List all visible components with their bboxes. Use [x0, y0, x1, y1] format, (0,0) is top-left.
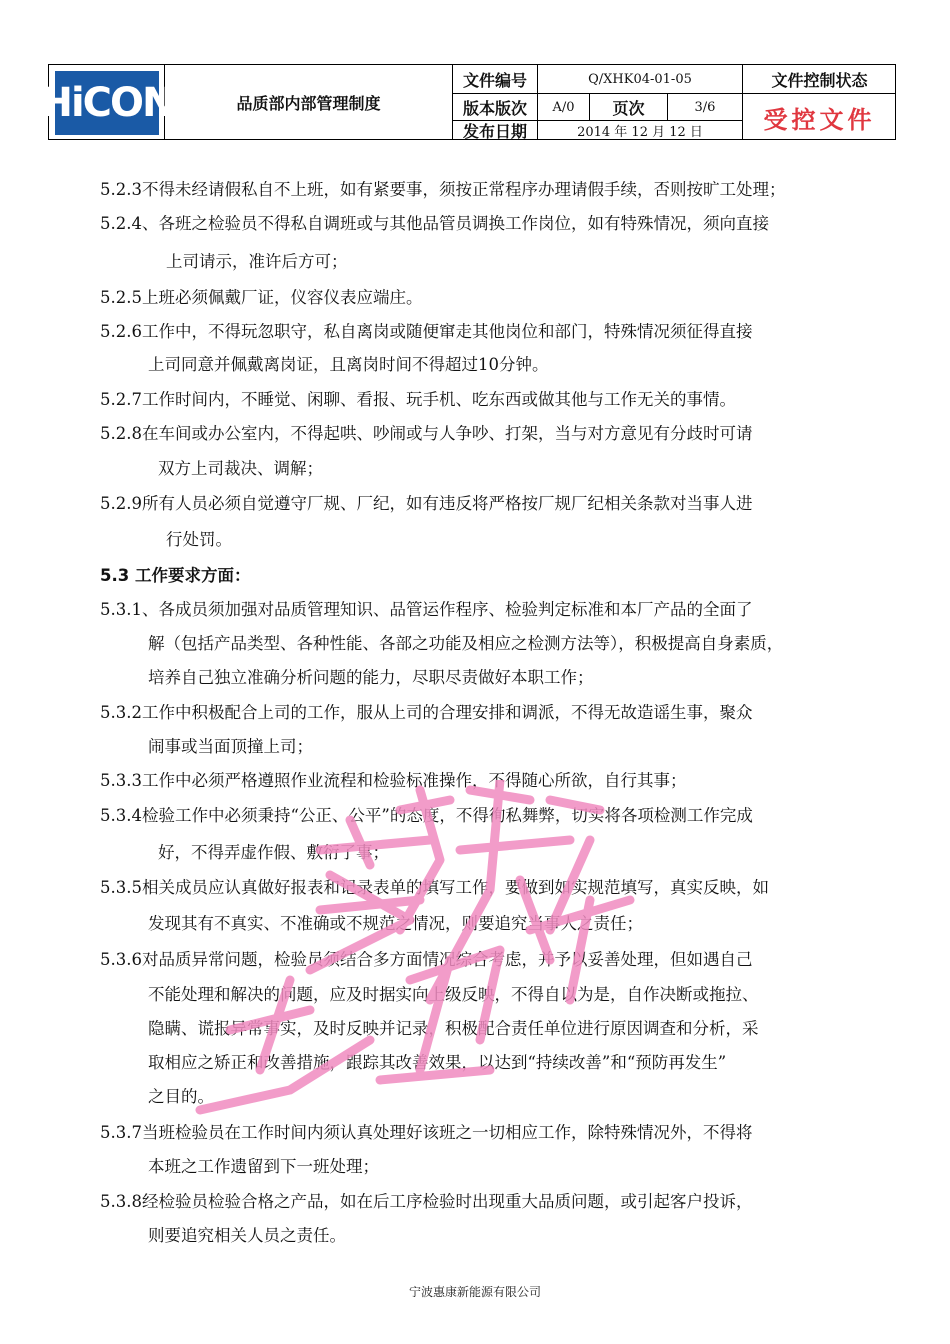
company-logo — [39, 71, 174, 135]
issue-date-label: 发布日期 — [453, 121, 538, 140]
clause-5-3-6: 5.3.6对品质异常问题，检验员须结合多方面情况综合考虑，并予以妥善处理，但如遇自己 — [100, 950, 753, 969]
clause-5-2-4-cont: 上司请示，准许后方可； — [166, 252, 348, 271]
clause-5-3-5: 5.3.5相关成员应认真做好报表和记录表单的填写工作，要做到如实规范填写，真实反映，如 — [100, 878, 769, 897]
clause-5-2-4: 5.2.4、各班之检验员不得私自调班或与其他品管员调换工作岗位，如有特殊情况，须向直接 — [100, 214, 769, 233]
document-header-table — [39, 64, 896, 141]
clause-5-3-4: 5.3.4检验工作中必须秉持“公正、公平”的态度，不得徇私舞弊，切实将各项检测工作完成 — [100, 806, 753, 825]
clause-5-3-1: 5.3.1、各成员须加强对品质管理知识、品管运作程序、检验判定标准和本厂产品的全面了 — [100, 600, 753, 619]
clause-5-3-2: 5.3.2工作中积极配合上司的工作，服从上司的合理安排和调派，不得无故造谣生事，聚众 — [100, 703, 753, 722]
version-label: 版本版次 — [453, 94, 538, 121]
clause-5-3-4-cont: 好，不得弄虚作假、敷衍了事； — [158, 843, 389, 862]
clause-5-3-6-cont3: 取相应之矫正和改善措施，跟踪其改善效果，以达到“持续改善”和“预防再发生” — [148, 1053, 727, 1072]
clause-5-2-9: 5.2.9所有人员必须自觉遵守厂规、厂纪，如有违反将严格按厂规厂纪相关条款对当事人进 — [100, 494, 753, 513]
clause-5-3-7-cont: 本班之工作遗留到下一班处理； — [148, 1157, 379, 1176]
clause-5-2-6: 5.2.6工作中，不得玩忽职守，私自离岗或随便窜走其他岗位和部门，特殊情况须征得直接 — [100, 322, 753, 341]
file-no-label: 文件编号 — [453, 65, 538, 94]
clause-5-3-6-cont1: 不能处理和解决的问题，应及时据实向上级反映，不得自以为是，自作决断或拖拉、 — [148, 985, 759, 1004]
clause-5-3-6-cont4: 之目的。 — [148, 1087, 214, 1106]
clause-5-3-1-cont1: 解（包括产品类型、各种性能、各部之功能及相应之检测方法等），积极提高自身素质， — [148, 634, 784, 653]
version-value: A/0 — [538, 94, 590, 121]
logo-text: HiCON — [39, 79, 174, 126]
clause-5-2-6-cont: 上司同意并佩戴离岗证，且离岗时间不得超过10分钟。 — [148, 355, 549, 374]
page-label: 页次 — [590, 94, 668, 121]
clause-5-3-5-cont: 发现其有不真实、不准确或不规范之情况，则要追究当事人之责任； — [148, 914, 643, 933]
clause-5-2-8-cont: 双方上司裁决、调解； — [158, 459, 323, 478]
clause-5-3-2-cont: 闹事或当面顶撞上司； — [148, 737, 313, 756]
clause-5-2-9-cont: 行处罚。 — [166, 530, 232, 549]
file-no-value: Q/XHK04-01-05 — [538, 65, 743, 94]
clause-5-2-5: 5.2.5上班必须佩戴厂证，仪容仪表应端庄。 — [100, 288, 423, 307]
logo-cell — [39, 65, 174, 140]
clause-5-3-1-cont2: 培养自己独立准确分析问题的能力，尽职尽责做好本职工作； — [148, 668, 594, 687]
clause-5-2-8: 5.2.8在车间或办公室内，不得起哄、吵闹或与人争吵、打架，当与对方意见有分歧时可请 — [100, 424, 753, 443]
section-5-3-heading: 5.3 工作要求方面： — [100, 566, 251, 585]
control-status-label: 文件控制状态 — [743, 65, 896, 94]
issue-date-value: 2014 年 12 月 12 日 — [538, 121, 743, 140]
clause-5-3-6-cont2: 隐瞒、谎报异常事实，及时反映并记录，积极配合责任单位进行原因调查和分析，采 — [148, 1019, 759, 1038]
clause-5-3-7: 5.3.7当班检验员在工作时间内须认真处理好该班之一切相应工作，除特殊情况外，不得将 — [100, 1123, 753, 1142]
company-footer: 宁波惠康新能源有限公司 — [408, 1285, 541, 1299]
control-status-stamp: 受控文件 — [763, 104, 876, 134]
clause-5-3-8: 5.3.8经检验员检验合格之产品，如在后工序检验时出现重大品质问题，或引起客户投诉， — [100, 1192, 753, 1211]
clause-5-2-3: 5.2.3不得未经请假私自不上班，如有紧要事，须按正常程序办理请假手续，否则按旷工处理； — [100, 180, 786, 199]
document-title: 品质部内部管理制度 — [165, 65, 453, 140]
clause-5-2-7: 5.2.7工作时间内，不睡觉、闲聊、看报、玩手机、吃东西或做其他与工作无关的事情。 — [100, 390, 736, 409]
page-value: 3/6 — [668, 94, 743, 121]
clause-5-3-3: 5.3.3工作中必须严格遵照作业流程和检验标准操作，不得随心所欲，自行其事； — [100, 771, 687, 790]
clause-5-3-8-cont: 则要追究相关人员之责任。 — [148, 1226, 346, 1245]
